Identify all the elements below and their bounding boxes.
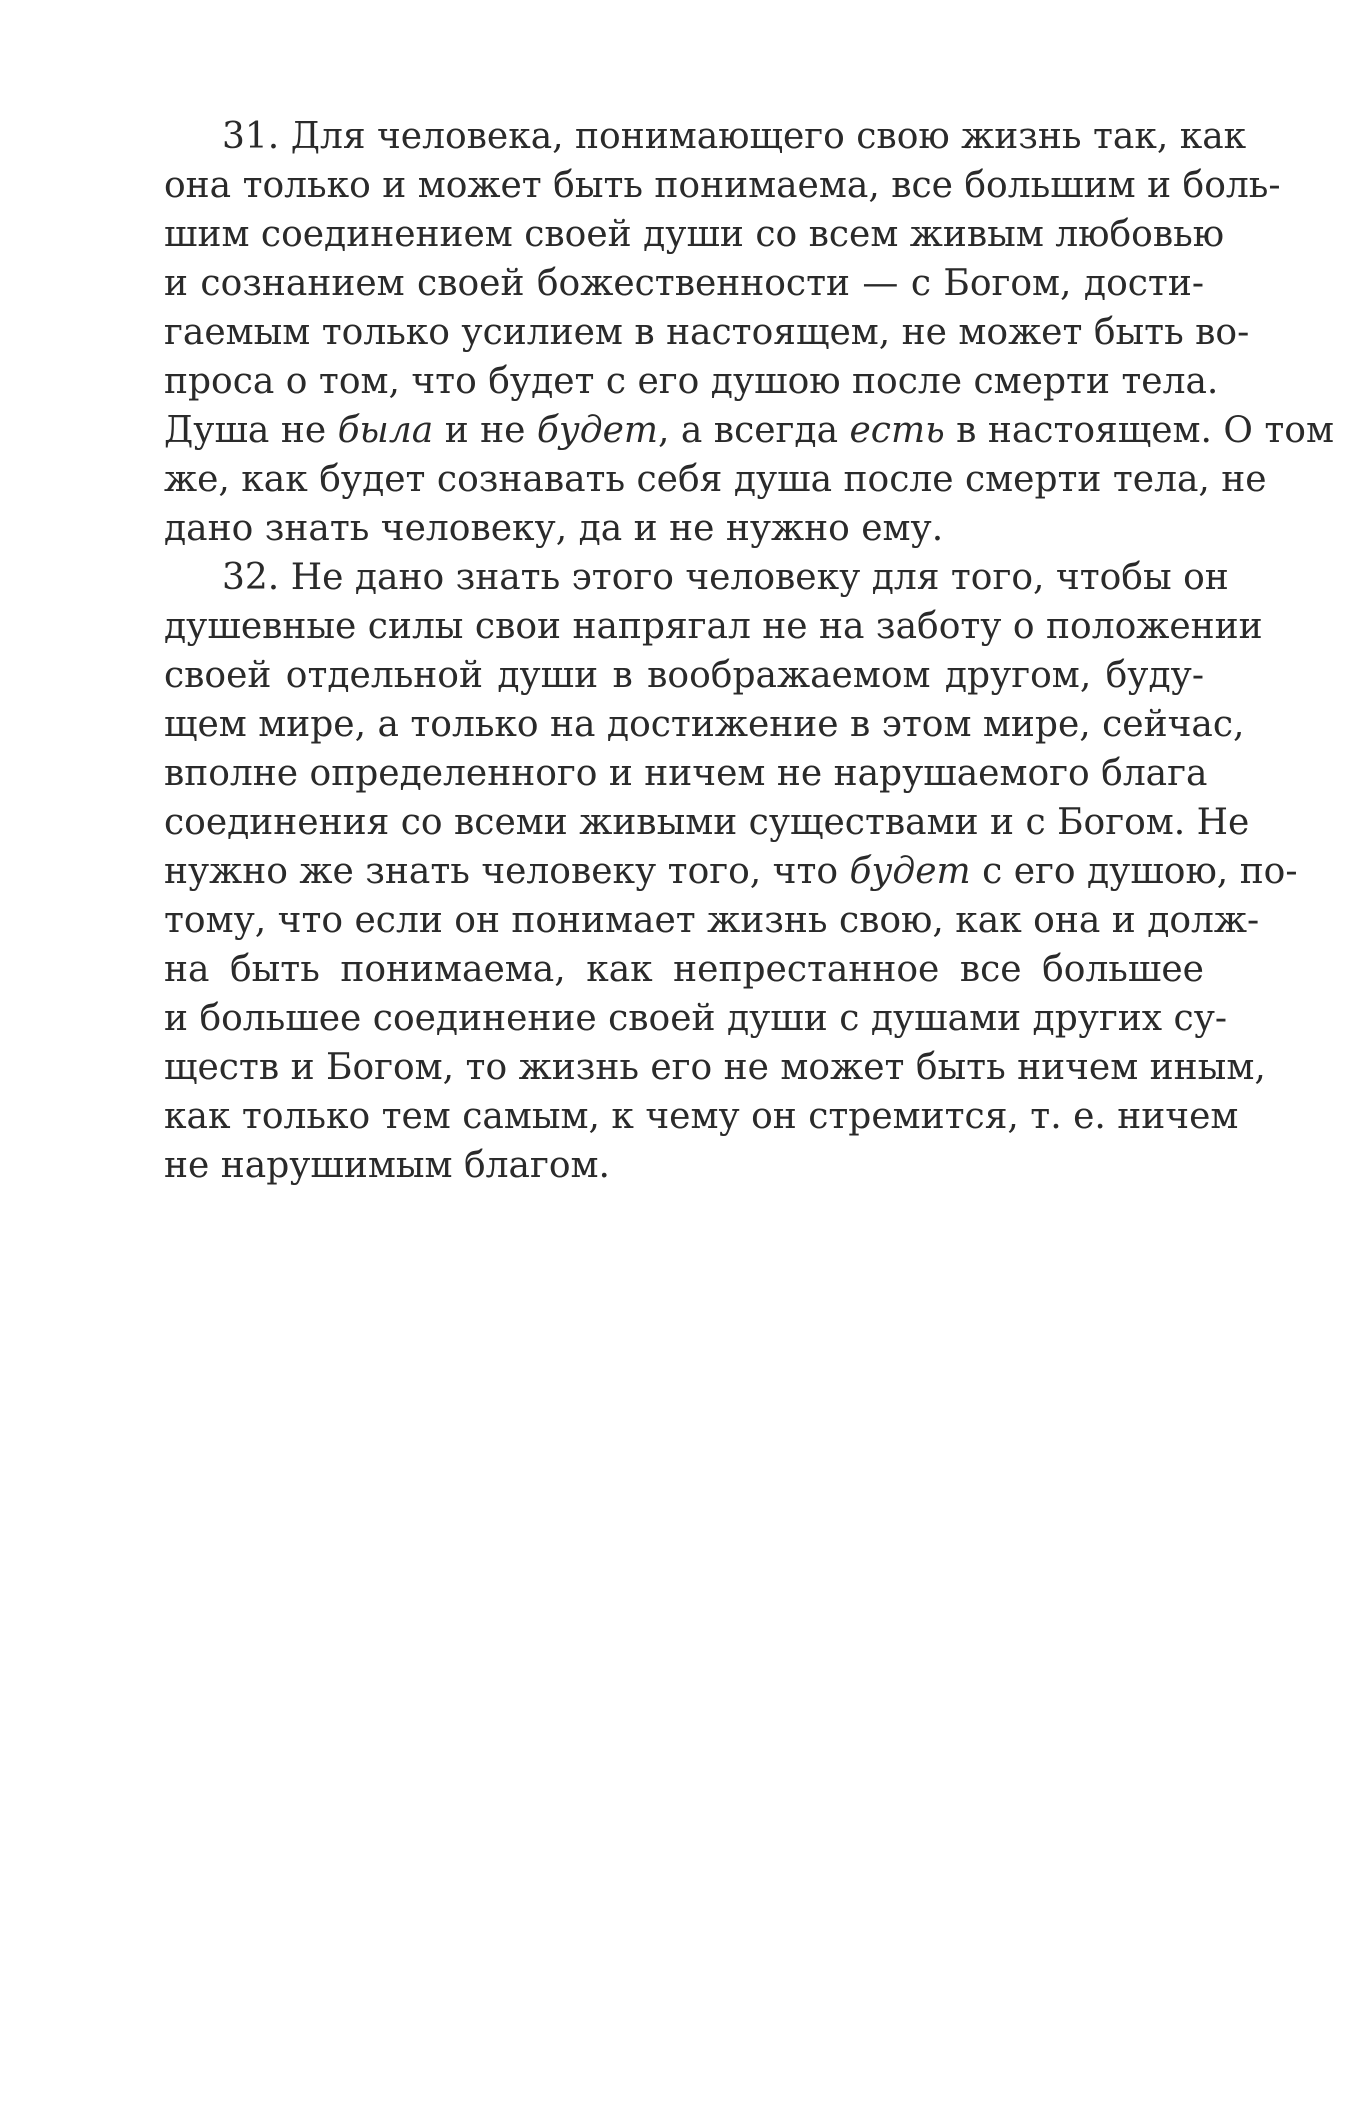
text-segment: Душа не bbox=[164, 410, 338, 451]
paragraph-31 bbox=[164, 112, 1334, 553]
text-line bbox=[164, 553, 1229, 602]
text-segment: и не bbox=[433, 410, 537, 451]
text-line bbox=[164, 994, 1228, 1043]
italic-text: была bbox=[337, 410, 434, 451]
text-segment: как только тем самым, к чему он стремится, т. е. ничем bbox=[164, 1096, 1239, 1137]
text-segment: в настоящем. О том bbox=[944, 410, 1334, 451]
text-segment: 32. Не дано знать этого человеку для того, чтобы он bbox=[222, 557, 1229, 598]
text-segment: шим соединением своей души со всем живым любовью bbox=[164, 214, 1225, 255]
text-segment: вполне определенного и ничем не нарушаемого блага bbox=[164, 753, 1208, 794]
text-line bbox=[164, 798, 1250, 847]
text-segment: гаемым только усилием в настоящем, не может быть во- bbox=[164, 312, 1250, 353]
text-segment: своей отдельной души в воображаемом другом, буду- bbox=[164, 655, 1204, 696]
text-line bbox=[164, 651, 1204, 700]
text-segment: на быть понимаема, как непрестанное все большее bbox=[164, 949, 1204, 990]
text-line bbox=[164, 1043, 1266, 1092]
text-line bbox=[164, 504, 1204, 553]
text-segment: душевные силы свои напрягал не на заботу о положении bbox=[164, 606, 1263, 647]
text-segment: тому, что если он понимает жизнь свою, как она и долж- bbox=[164, 900, 1260, 941]
text-segment: щем мире, а только на достижение в этом мире, сейчас, bbox=[164, 704, 1245, 745]
text-segment: и сознанием своей божественности — с Богом, дости- bbox=[164, 263, 1204, 304]
paragraph-32 bbox=[164, 553, 1298, 1190]
text-line bbox=[164, 749, 1208, 798]
text-segment: и большее соединение своей души с душами других су- bbox=[164, 998, 1228, 1039]
text-line bbox=[164, 945, 1204, 994]
text-segment: не нарушимым благом. bbox=[164, 1145, 610, 1186]
text-line bbox=[164, 1141, 1204, 1190]
italic-text: будет bbox=[849, 851, 971, 892]
text-segment: дано знать человеку, да и не нужно ему. bbox=[164, 508, 944, 549]
text-segment: ществ и Богом, то жизнь его не может быть ничем иным, bbox=[164, 1047, 1266, 1088]
text-line bbox=[164, 406, 1334, 455]
text-segment: же, как будет сознавать себя душа после смерти тела, не bbox=[164, 459, 1267, 500]
text-line bbox=[164, 112, 1247, 161]
italic-text: будет bbox=[536, 410, 659, 451]
text-line bbox=[164, 847, 1298, 896]
page-text bbox=[164, 112, 1334, 1190]
text-line bbox=[164, 700, 1245, 749]
text-line bbox=[164, 259, 1204, 308]
text-line bbox=[164, 308, 1250, 357]
text-line bbox=[164, 455, 1267, 504]
text-segment: 31. Для человека, понимающего свою жизнь так, как bbox=[222, 116, 1247, 157]
text-line bbox=[164, 161, 1281, 210]
text-segment: соединения со всеми живыми существами и с Богом. Не bbox=[164, 802, 1250, 843]
text-line bbox=[164, 602, 1263, 651]
text-segment: с его душою, по- bbox=[970, 851, 1298, 892]
text-segment: нужно же знать человеку того, что bbox=[164, 851, 850, 892]
text-segment: проса о том, что будет с его душою после смерти тела. bbox=[164, 361, 1219, 402]
text-segment: , а всегда bbox=[658, 410, 850, 451]
text-segment: она только и может быть понимаема, все большим и боль- bbox=[164, 165, 1281, 206]
italic-text: есть bbox=[849, 410, 945, 451]
text-line bbox=[164, 357, 1219, 406]
text-line bbox=[164, 1092, 1239, 1141]
text-line bbox=[164, 896, 1260, 945]
text-line bbox=[164, 210, 1225, 259]
